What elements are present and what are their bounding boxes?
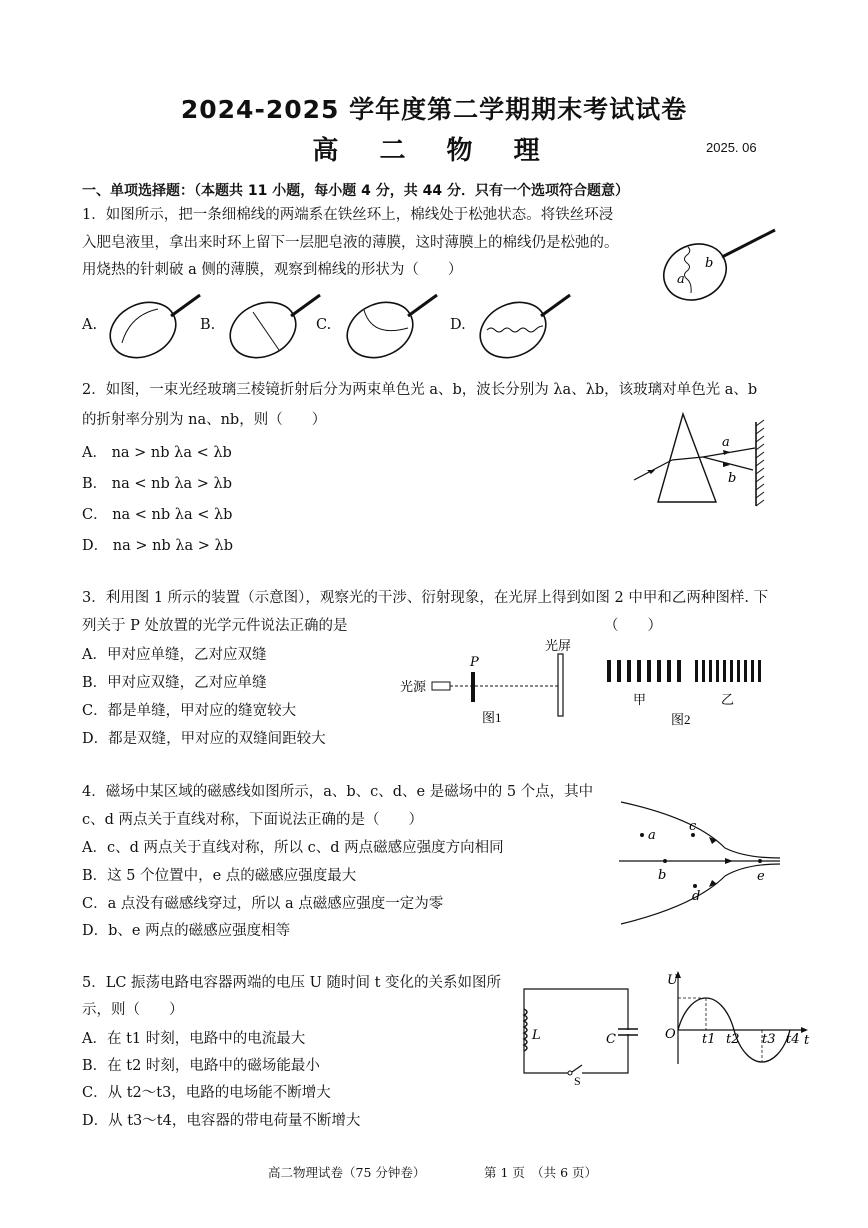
q1-option-c-figure [342, 290, 442, 360]
q1-line-1: 1．如图所示，把一条细棉线的两端系在铁丝环上，棉线处于松弛状态。将铁丝环浸 [82, 207, 614, 223]
q2-option-c[interactable]: C． na < nb λa < λb [82, 507, 233, 523]
section-heading: 一、单项选择题：（本题共 11 小题，每小题 4 分，共 44 分．只有一个选项符合题意） [82, 183, 629, 199]
q2-option-d[interactable]: D． na > nb λa > λb [82, 538, 233, 554]
q4-option-b[interactable]: B．这 5 个位置中，e 点的磁感应强度最大 [82, 868, 357, 884]
footer-page-number: 第 1 页 （共 6 页） [484, 1165, 598, 1180]
q3-jia-label: 甲 [633, 692, 647, 707]
q5-option-a[interactable]: A．在 t1 时刻，电路中的电流最大 [82, 1031, 306, 1047]
q1-label-b: b [705, 256, 714, 271]
q2-option-a[interactable]: A． na > nb λa < λb [82, 445, 232, 461]
q3-answer-paren: （ ） [604, 618, 662, 634]
q3-fig1-apparatus [400, 640, 590, 730]
q1-option-d-figure [475, 290, 575, 360]
q2-label-a: a [722, 435, 730, 450]
q1-figure-ring [655, 225, 785, 315]
q5-t-label: t [804, 1033, 810, 1048]
q1-label-a: a [677, 272, 685, 287]
q1-option-b-figure [225, 290, 325, 360]
q4-option-c[interactable]: C．a 点没有磁感线穿过，所以 a 点磁感应强度一定为零 [82, 896, 444, 912]
q3-fig2-patterns [605, 658, 770, 728]
q2-label-b: b [728, 471, 737, 486]
q1-option-d[interactable]: D. [450, 317, 466, 333]
q5-t3-label: t3 [762, 1032, 776, 1047]
q3-yi-label: 乙 [721, 692, 735, 707]
q5-line-2: 示，则（ ） [82, 1002, 184, 1018]
q4-label-a: a [648, 828, 656, 843]
q3-line-2: 列关于 P 处放置的光学元件说法正确的是 [82, 618, 348, 634]
q4-label-e: e [757, 869, 765, 884]
q1-line-2: 入肥皂液里，拿出来时环上留下一层肥皂液的薄膜，这时薄膜上的棉线仍是松弛的。 [82, 235, 619, 251]
q5-C-label: C [606, 1032, 616, 1047]
footer-exam-info: 高二物理试卷（75 分钟卷） [268, 1165, 426, 1180]
q1-option-a[interactable]: A. [82, 317, 98, 333]
q3-option-a[interactable]: A．甲对应单缝，乙对应双缝 [82, 647, 267, 663]
q5-option-d[interactable]: D．从 t3～t4，电容器的带电荷量不断增大 [82, 1113, 361, 1129]
q4-field-lines-figure [615, 798, 785, 938]
q3-fig2-label: 图2 [671, 712, 691, 727]
exam-date: 2025. 06 [706, 140, 757, 155]
q4-label-c: c [689, 819, 697, 834]
q4-option-a[interactable]: A．c、d 两点关于直线对称，所以 c、d 两点磁感应强度方向相同 [82, 840, 504, 856]
q3-fig1-label: 图1 [482, 710, 502, 725]
q4-line-1: 4．磁场中某区域的磁感线如图所示，a、b、c、d、e 是磁场中的 5 个点，其中 [82, 784, 594, 800]
q2-option-b[interactable]: B． na < nb λa > λb [82, 476, 233, 492]
exam-title: 2024-2025 学年度第二学期期末考试试卷 [180, 95, 688, 124]
q3-screen-label: 光屏 [545, 638, 572, 653]
q4-label-b: b [658, 868, 667, 883]
q2-line-1: 2．如图，一束光经玻璃三棱镜折射后分为两束单色光 a、b，波长分别为 λa、λb，该玻璃对单色光 a、b [82, 382, 758, 398]
q5-U-label: U [667, 973, 678, 988]
q5-O-label: O [665, 1027, 676, 1042]
q5-voltage-graph [662, 968, 812, 1068]
q3-source-label: 光源 [400, 679, 427, 694]
q1-option-c[interactable]: C. [316, 317, 332, 333]
q5-option-b[interactable]: B．在 t2 时刻，电路中的磁场能最小 [82, 1058, 320, 1074]
q5-option-c[interactable]: C．从 t2～t3，电路的电场能不断增大 [82, 1085, 331, 1101]
q5-line-1: 5．LC 振荡电路电容器两端的电压 U 随时间 t 变化的关系如图所 [82, 975, 502, 991]
q5-S-label: S [574, 1074, 581, 1088]
q3-P-label: P [470, 655, 479, 670]
subject-title: 高 二 物 理 [312, 136, 556, 166]
q2-line-2: 的折射率分别为 na、nb，则（ ） [82, 412, 327, 428]
q5-lc-circuit-figure [520, 985, 640, 1088]
q3-option-d[interactable]: D．都是双缝，甲对应的双缝间距较大 [82, 731, 326, 747]
q4-label-d: d [692, 889, 701, 904]
q5-t1-label: t1 [702, 1032, 716, 1047]
q4-line-2: c、d 两点关于直线对称，下面说法正确的是（ ） [82, 812, 424, 828]
q5-t4-label: t4 [786, 1032, 800, 1047]
q1-option-a-figure [105, 290, 205, 360]
q3-option-c[interactable]: C．都是单缝，甲对应的缝宽较大 [82, 703, 297, 719]
q1-option-b[interactable]: B. [200, 317, 216, 333]
q5-t2-label: t2 [726, 1032, 740, 1047]
q4-option-d[interactable]: D．b、e 两点的磁感应强度相等 [82, 923, 291, 939]
q5-L-label: L [532, 1028, 541, 1043]
q1-line-3: 用烧热的针刺破 a 侧的薄膜，观察到棉线的形状为（ ） [82, 262, 463, 278]
q2-prism-figure [630, 410, 770, 510]
q3-option-b[interactable]: B．甲对应双缝，乙对应单缝 [82, 675, 267, 691]
q3-line-1: 3．利用图 1 所示的装置（示意图），观察光的干涉、衍射现象，在光屏上得到如图 2 中甲和乙两种图样. 下 [82, 590, 769, 606]
